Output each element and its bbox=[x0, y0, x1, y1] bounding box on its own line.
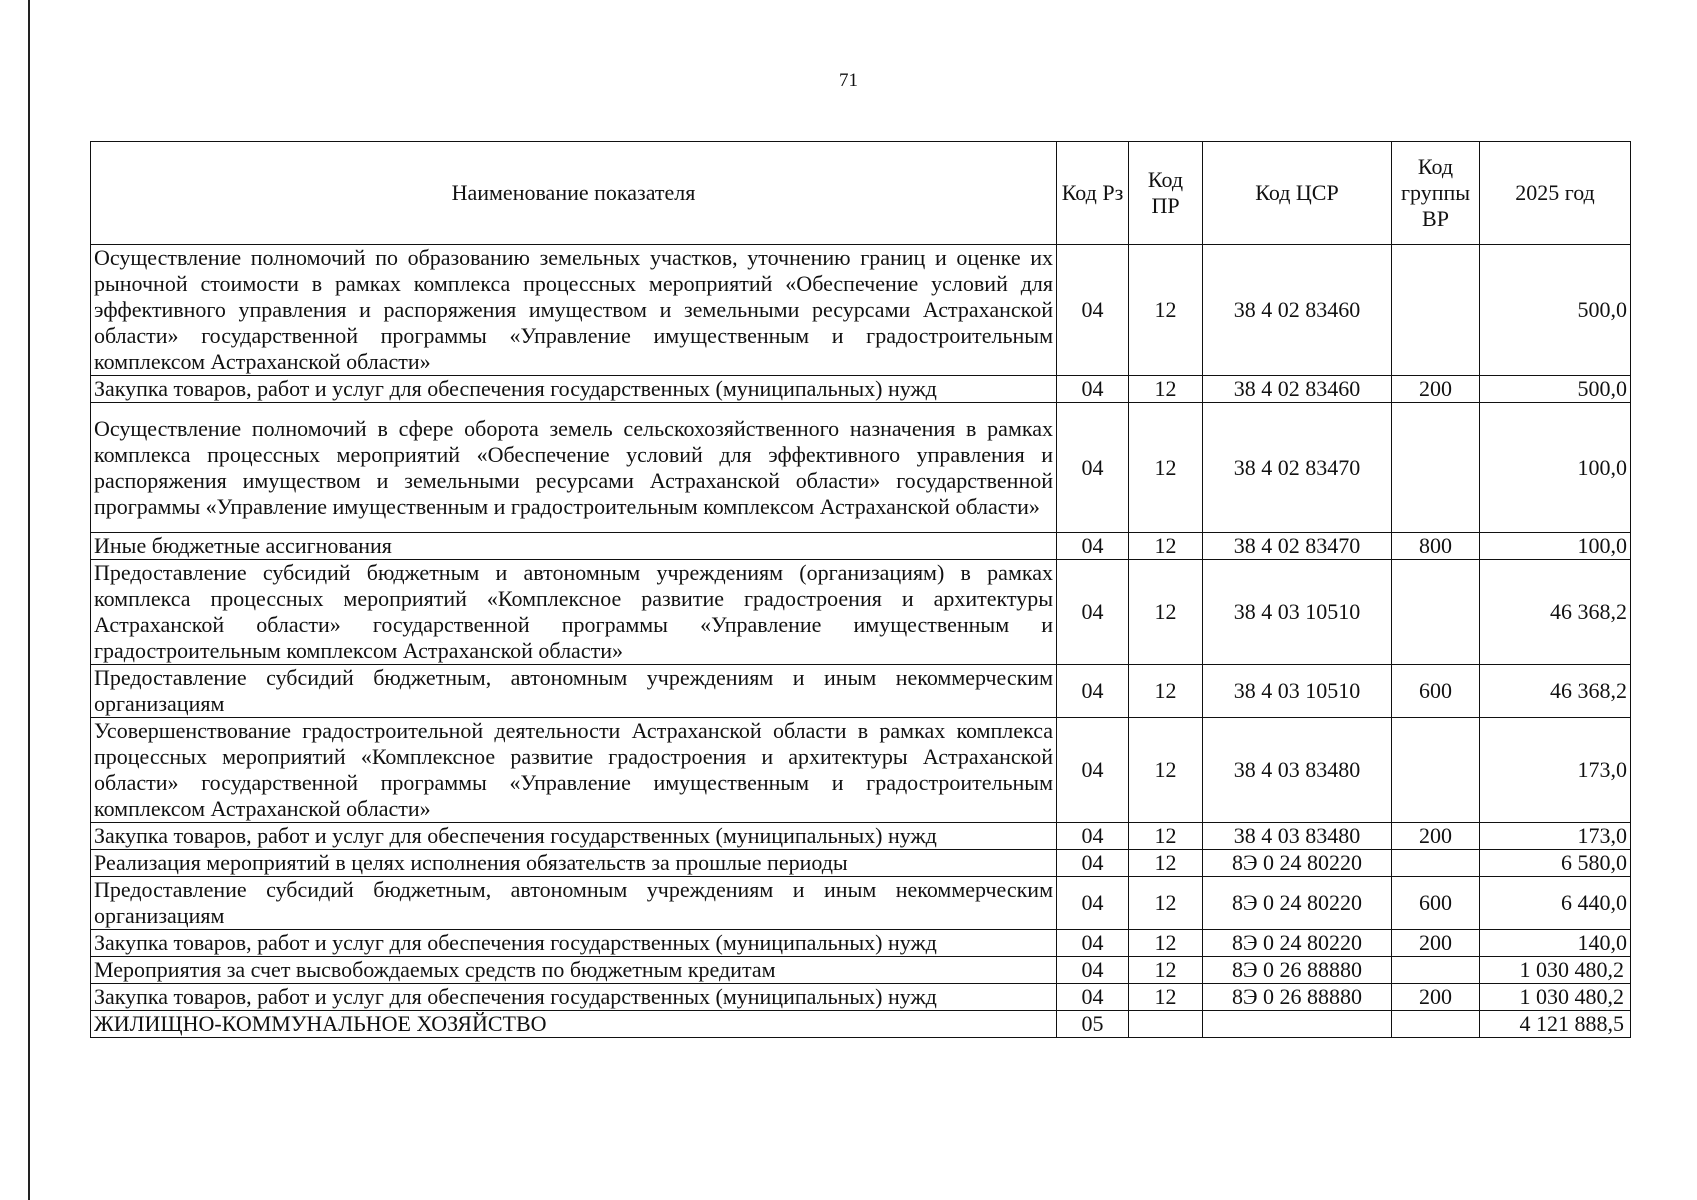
cell-name: Иные бюджетные ассигнования bbox=[91, 533, 1057, 560]
table-row bbox=[91, 823, 1631, 850]
cell-name: ЖИЛИЩНО-КОММУНАЛЬНОЕ ХОЗЯЙСТВО bbox=[91, 1011, 1057, 1038]
header-year: 2025 год bbox=[1480, 142, 1631, 245]
budget-table bbox=[90, 141, 1631, 1038]
cell-pr: 12 bbox=[1129, 376, 1203, 403]
cell-pr: 12 bbox=[1129, 245, 1203, 376]
cell-vr: 800 bbox=[1392, 533, 1480, 560]
cell-rz: 04 bbox=[1057, 957, 1129, 984]
cell-rz: 04 bbox=[1057, 376, 1129, 403]
cell-pr: 12 bbox=[1129, 957, 1203, 984]
cell-rz: 04 bbox=[1057, 877, 1129, 930]
header-name: Наименование показателя bbox=[91, 142, 1057, 245]
cell-amount: 4 121 888,5 bbox=[1480, 1011, 1631, 1038]
cell-rz: 04 bbox=[1057, 984, 1129, 1011]
cell-name: Осуществление полномочий по образованию земельных участков, уточнению границ и оценке их рыночной стоимости в рамках комплекса процессных мероприятий «Обеспечение условий для эффективного управления и распоряжения имуществом и земельными ресурсами Астраханской области» государственной программы «Управление имущественным и градостроительным комплексом Астраханской области» bbox=[91, 245, 1057, 376]
page-number: 71 bbox=[839, 70, 858, 91]
cell-vr bbox=[1392, 850, 1480, 877]
cell-name: Реализация мероприятий в целях исполнения обязательств за прошлые периоды bbox=[91, 850, 1057, 877]
cell-csr: 38 4 03 10510 bbox=[1203, 560, 1392, 665]
cell-rz: 04 bbox=[1057, 533, 1129, 560]
cell-rz: 04 bbox=[1057, 245, 1129, 376]
cell-name: Закупка товаров, работ и услуг для обеспечения государственных (муниципальных) нужд bbox=[91, 823, 1057, 850]
cell-name: Предоставление субсидий бюджетным, автономным учреждениям и иным некоммерческим организациям bbox=[91, 877, 1057, 930]
cell-csr: 8Э 0 24 80220 bbox=[1203, 850, 1392, 877]
cell-pr bbox=[1129, 1011, 1203, 1038]
cell-amount: 173,0 bbox=[1480, 823, 1631, 850]
cell-amount: 46 368,2 bbox=[1480, 560, 1631, 665]
cell-pr: 12 bbox=[1129, 665, 1203, 718]
cell-pr: 12 bbox=[1129, 718, 1203, 823]
cell-csr: 38 4 02 83460 bbox=[1203, 245, 1392, 376]
table-row bbox=[91, 850, 1631, 877]
table-row bbox=[91, 533, 1631, 560]
table-row bbox=[91, 560, 1631, 665]
cell-pr: 12 bbox=[1129, 533, 1203, 560]
cell-amount: 46 368,2 bbox=[1480, 665, 1631, 718]
cell-amount: 100,0 bbox=[1480, 403, 1631, 533]
cell-vr bbox=[1392, 245, 1480, 376]
cell-vr bbox=[1392, 1011, 1480, 1038]
cell-csr: 38 4 02 83470 bbox=[1203, 403, 1392, 533]
table-row bbox=[91, 957, 1631, 984]
cell-rz: 04 bbox=[1057, 930, 1129, 957]
cell-vr bbox=[1392, 718, 1480, 823]
cell-name: Закупка товаров, работ и услуг для обеспечения государственных (муниципальных) нужд bbox=[91, 930, 1057, 957]
cell-csr: 38 4 02 83470 bbox=[1203, 533, 1392, 560]
cell-csr: 38 4 03 83480 bbox=[1203, 718, 1392, 823]
cell-vr: 200 bbox=[1392, 376, 1480, 403]
cell-amount: 6 440,0 bbox=[1480, 877, 1631, 930]
cell-rz: 04 bbox=[1057, 823, 1129, 850]
cell-pr: 12 bbox=[1129, 823, 1203, 850]
table-row bbox=[91, 665, 1631, 718]
table-row bbox=[91, 1011, 1631, 1038]
table-row bbox=[91, 930, 1631, 957]
table-row bbox=[91, 403, 1631, 533]
cell-amount: 500,0 bbox=[1480, 376, 1631, 403]
cell-vr: 200 bbox=[1392, 930, 1480, 957]
table-row bbox=[91, 376, 1631, 403]
cell-csr: 38 4 02 83460 bbox=[1203, 376, 1392, 403]
cell-name: Закупка товаров, работ и услуг для обеспечения государственных (муниципальных) нужд bbox=[91, 984, 1057, 1011]
cell-pr: 12 bbox=[1129, 560, 1203, 665]
cell-vr: 200 bbox=[1392, 984, 1480, 1011]
cell-rz: 04 bbox=[1057, 850, 1129, 877]
cell-name: Предоставление субсидий бюджетным, автономным учреждениям и иным некоммерческим организациям bbox=[91, 665, 1057, 718]
header-csr: Код ЦСР bbox=[1203, 142, 1392, 245]
cell-csr: 8Э 0 24 80220 bbox=[1203, 930, 1392, 957]
cell-pr: 12 bbox=[1129, 877, 1203, 930]
table-row bbox=[91, 984, 1631, 1011]
header-pr: Код ПР bbox=[1129, 142, 1203, 245]
cell-rz: 04 bbox=[1057, 665, 1129, 718]
cell-name: Мероприятия за счет высвобождаемых средств по бюджетным кредитам bbox=[91, 957, 1057, 984]
cell-csr: 8Э 0 26 88880 bbox=[1203, 984, 1392, 1011]
header-vr: Код группы ВР bbox=[1392, 142, 1480, 245]
cell-vr: 600 bbox=[1392, 665, 1480, 718]
cell-vr bbox=[1392, 403, 1480, 533]
cell-name: Предоставление субсидий бюджетным и автономным учреждениям (организациям) в рамках комплекса процессных мероприятий «Комплексное развитие градостроения и архитектуры Астраханской области» государственной программы «Управление имущественным и градостроительным комплексом Астраханской области» bbox=[91, 560, 1057, 665]
cell-vr: 600 bbox=[1392, 877, 1480, 930]
cell-name: Усовершенствование градостроительной деятельности Астраханской области в рамках комплекса процессных мероприятий «Комплексное развитие градостроения и архитектуры Астраханской области» государственной программы «Управление имущественным и градостроительным комплексом Астраханской области» bbox=[91, 718, 1057, 823]
cell-rz: 04 bbox=[1057, 560, 1129, 665]
cell-csr bbox=[1203, 1011, 1392, 1038]
cell-rz: 04 bbox=[1057, 718, 1129, 823]
cell-vr bbox=[1392, 560, 1480, 665]
cell-amount: 100,0 bbox=[1480, 533, 1631, 560]
cell-csr: 8Э 0 26 88880 bbox=[1203, 957, 1392, 984]
header-rz: Код Рз bbox=[1057, 142, 1129, 245]
cell-amount: 1 030 480,2 bbox=[1480, 957, 1631, 984]
binding-margin-line bbox=[28, 0, 30, 1200]
table-row bbox=[91, 245, 1631, 376]
cell-rz: 05 bbox=[1057, 1011, 1129, 1038]
cell-amount: 500,0 bbox=[1480, 245, 1631, 376]
cell-csr: 8Э 0 24 80220 bbox=[1203, 877, 1392, 930]
cell-vr: 200 bbox=[1392, 823, 1480, 850]
cell-amount: 140,0 bbox=[1480, 930, 1631, 957]
cell-rz: 04 bbox=[1057, 403, 1129, 533]
cell-name: Закупка товаров, работ и услуг для обеспечения государственных (муниципальных) нужд bbox=[91, 376, 1057, 403]
cell-pr: 12 bbox=[1129, 930, 1203, 957]
cell-amount: 173,0 bbox=[1480, 718, 1631, 823]
cell-pr: 12 bbox=[1129, 850, 1203, 877]
table-header-row bbox=[91, 142, 1631, 245]
cell-pr: 12 bbox=[1129, 403, 1203, 533]
table-row bbox=[91, 877, 1631, 930]
cell-amount: 6 580,0 bbox=[1480, 850, 1631, 877]
cell-csr: 38 4 03 83480 bbox=[1203, 823, 1392, 850]
cell-csr: 38 4 03 10510 bbox=[1203, 665, 1392, 718]
table-row bbox=[91, 718, 1631, 823]
cell-vr bbox=[1392, 957, 1480, 984]
cell-pr: 12 bbox=[1129, 984, 1203, 1011]
cell-name: Осуществление полномочий в сфере оборота земель сельскохозяйственного назначения в рамках комплекса процессных мероприятий «Обеспечение условий для эффективного управления и распоряжения имуществом и земельными ресурсами Астраханской области» государственной программы «Управление имущественным и градостроительным комплексом Астраханской области» bbox=[91, 403, 1057, 533]
cell-amount: 1 030 480,2 bbox=[1480, 984, 1631, 1011]
